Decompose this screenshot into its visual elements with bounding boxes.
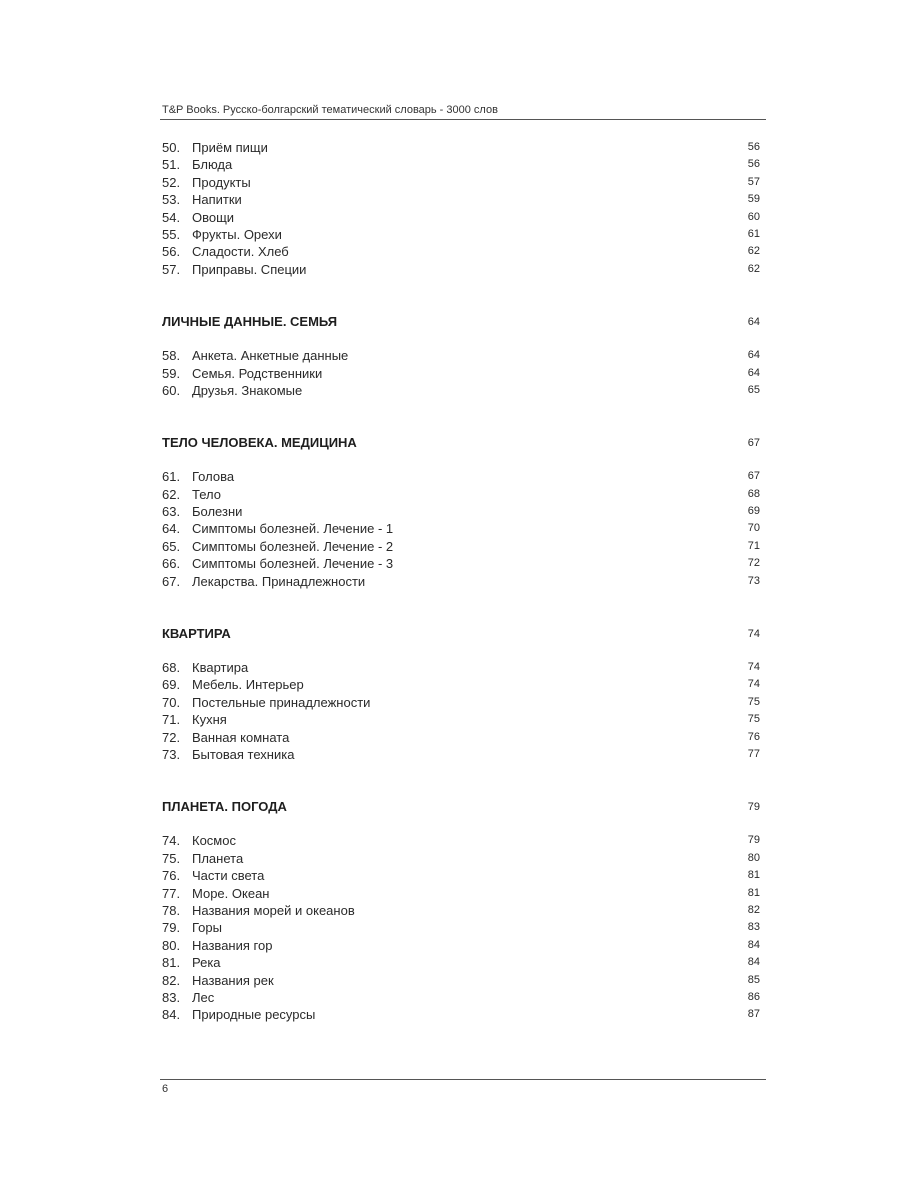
- spacer: [162, 643, 760, 659]
- toc-section-heading: [162, 313, 760, 331]
- toc-entry-title: Квартира: [192, 660, 249, 676]
- toc-entry-number: 67.: [162, 573, 181, 589]
- toc-entry: [162, 694, 760, 711]
- toc-entry-number: 68.: [162, 660, 181, 676]
- spacer: [162, 590, 760, 625]
- toc-entry-title: Друзья. Знакомые: [192, 382, 303, 398]
- toc-entry-number: 82.: [162, 972, 181, 988]
- toc-entry-page: 87: [747, 1008, 760, 1021]
- spacer: [162, 452, 760, 468]
- toc-entry-page: 68: [747, 487, 760, 500]
- toc-entry-page: 60: [747, 210, 760, 223]
- toc-entry-page: 70: [747, 522, 760, 535]
- toc-entry-number: 55.: [162, 226, 181, 242]
- toc-entry-page: 57: [747, 175, 760, 188]
- toc-entry-title: Симптомы болезней. Лечение - 2: [192, 538, 394, 554]
- toc-entry-page: 76: [747, 730, 760, 743]
- toc-entry-title: Мебель. Интерьер: [192, 677, 304, 693]
- toc-entry-page: 64: [747, 349, 760, 362]
- toc-entry-number: 51.: [162, 157, 181, 173]
- toc-entry-number: 50.: [162, 140, 181, 155]
- toc-entry-title: Овощи: [192, 209, 235, 225]
- toc-entry-page: 79: [747, 834, 760, 847]
- toc-section-page: 64: [747, 316, 760, 329]
- toc-entry: [162, 555, 760, 572]
- toc-entry: [162, 885, 760, 902]
- toc-entry-page: 59: [747, 193, 760, 206]
- toc-entry: [162, 174, 760, 191]
- toc-entry-title: Названия морей и океанов: [192, 902, 355, 918]
- toc-section-heading: [162, 625, 760, 643]
- toc-entry-title: Названия рек: [192, 972, 274, 988]
- toc-entry-number: 53.: [162, 192, 181, 208]
- toc-entry-title: Горы: [192, 920, 222, 936]
- toc-entry-title: Кухня: [192, 712, 227, 728]
- toc-entry-number: 66.: [162, 556, 181, 572]
- toc-entry-number: 64.: [162, 521, 181, 537]
- toc-entry-page: 75: [747, 713, 760, 726]
- toc-entry-title: Напитки: [192, 192, 242, 208]
- toc-entry-page: 82: [747, 903, 760, 916]
- toc-entry-title: Фрукты. Орехи: [192, 226, 282, 242]
- page-number: 6: [162, 1083, 169, 1095]
- toc-entry-number: 56.: [162, 244, 181, 260]
- toc-entry: [162, 902, 760, 919]
- toc-entry-number: 79.: [162, 920, 181, 936]
- toc-section-page: 74: [747, 628, 760, 641]
- toc-entry-number: 57.: [162, 261, 181, 277]
- toc-entry: [162, 919, 760, 936]
- toc-entry-title: Сладости. Хлеб: [192, 244, 289, 260]
- toc-entry-title: Река: [192, 955, 221, 971]
- toc-entry-page: 61: [747, 227, 760, 240]
- toc-entry-title: Тело: [192, 486, 221, 502]
- toc-entry-page: 81: [747, 869, 760, 882]
- toc-entry-number: 84.: [162, 1007, 181, 1023]
- toc-entry-page: 81: [747, 886, 760, 899]
- toc-section-page: 67: [747, 437, 760, 450]
- toc-entry: [162, 989, 760, 1006]
- toc-entry-page: 84: [747, 938, 760, 951]
- toc-entry: [162, 156, 760, 173]
- toc-entry: [162, 711, 760, 728]
- spacer: [162, 763, 760, 798]
- spacer: [162, 816, 760, 832]
- toc-entry-title: Бытовая техника: [192, 746, 295, 762]
- toc-section-title: ЛИЧНЫЕ ДАННЫЕ. СЕМЬЯ: [162, 314, 338, 330]
- toc-entry-title: Космос: [192, 833, 236, 849]
- toc-entry: [162, 191, 760, 208]
- toc-entry-number: 77.: [162, 885, 181, 901]
- toc-entry-page: 74: [747, 678, 760, 691]
- toc-entry-number: 61.: [162, 469, 181, 485]
- toc-section-title: ПЛАНЕТА. ПОГОДА: [162, 799, 287, 815]
- toc-entry: [162, 573, 760, 590]
- toc-section-page: 79: [747, 801, 760, 814]
- toc-entry: [162, 1006, 760, 1023]
- toc-entry: [162, 261, 760, 278]
- toc-section-title: КВАРТИРА: [162, 626, 231, 642]
- toc-entry-title: Ванная комната: [192, 729, 290, 745]
- toc-entry-title: Голова: [192, 469, 235, 485]
- toc-entry-title: Симптомы болезней. Лечение - 1: [192, 521, 394, 537]
- toc-section-title: ТЕЛО ЧЕЛОВЕКА. МЕДИЦИНА: [162, 435, 357, 451]
- toc-entry-page: 80: [747, 851, 760, 864]
- toc-entry-number: 69.: [162, 677, 181, 693]
- toc-entry-number: 75.: [162, 850, 181, 866]
- toc-entry-number: 62.: [162, 486, 181, 502]
- toc-entry-number: 81.: [162, 955, 181, 971]
- toc-entry-number: 59.: [162, 365, 181, 381]
- toc-entry-page: 73: [747, 574, 760, 587]
- toc-entry: [162, 365, 760, 382]
- toc-entry-page: 75: [747, 695, 760, 708]
- toc-entry: [162, 954, 760, 971]
- toc-entry: [162, 746, 760, 763]
- footer-rule: [160, 1079, 766, 1080]
- toc-entry: [162, 520, 760, 537]
- toc-entry: [162, 382, 760, 399]
- toc-entry-number: 54.: [162, 209, 181, 225]
- toc-entry-title: Болезни: [192, 504, 243, 520]
- toc-entry-page: 65: [747, 383, 760, 396]
- spacer: [162, 278, 760, 313]
- toc-entry-title: Природные ресурсы: [192, 1007, 316, 1023]
- toc-entry-number: 72.: [162, 729, 181, 745]
- toc-entry-title: Приправы. Специи: [192, 261, 307, 277]
- toc-entry: [162, 867, 760, 884]
- toc-entry: [162, 538, 760, 555]
- toc-entry-number: 71.: [162, 712, 181, 728]
- toc-entry-page: 74: [747, 661, 760, 674]
- toc-entry-page: 86: [747, 990, 760, 1003]
- toc-entry-number: 58.: [162, 348, 181, 364]
- toc-entry-page: 77: [747, 747, 760, 760]
- toc-entry: [162, 659, 760, 676]
- toc-entry-number: 78.: [162, 902, 181, 918]
- table-of-contents: [162, 139, 760, 1024]
- toc-entry: [162, 139, 760, 156]
- toc-entry-number: 73.: [162, 746, 181, 762]
- spacer: [162, 331, 760, 347]
- toc-entry-title: Продукты: [192, 174, 251, 190]
- toc-entry-number: 80.: [162, 937, 181, 953]
- toc-entry-page: 71: [747, 539, 760, 552]
- toc-entry-title: Семья. Родственники: [192, 365, 323, 381]
- toc-entry: [162, 832, 760, 849]
- running-header: T&P Books. Русско-болгарский тематический словарь - 3000 слов: [162, 104, 498, 116]
- toc-entry: [162, 209, 760, 226]
- toc-entry-page: 67: [747, 470, 760, 483]
- toc-entry: [162, 503, 760, 520]
- toc-entry-page: 56: [747, 141, 760, 153]
- toc-entry-page: 56: [747, 158, 760, 171]
- header-rule: [160, 119, 766, 120]
- toc-entry-page: 83: [747, 921, 760, 934]
- toc-entry: [162, 226, 760, 243]
- toc-entry-number: 63.: [162, 504, 181, 520]
- toc-entry-title: Море. Океан: [192, 885, 270, 901]
- toc-entry-page: 72: [747, 557, 760, 570]
- toc-entry-page: 62: [747, 262, 760, 275]
- toc-entry-page: 62: [747, 245, 760, 258]
- toc-entry: [162, 347, 760, 364]
- toc-entry: [162, 486, 760, 503]
- toc-entry-page: 69: [747, 505, 760, 518]
- toc-section-heading: [162, 798, 760, 816]
- toc-entry-title: Названия гор: [192, 937, 273, 953]
- toc-entry-title: Лес: [192, 989, 215, 1005]
- toc-entry-title: Приём пищи: [192, 140, 268, 155]
- toc-entry-title: Постельные принадлежности: [192, 694, 371, 710]
- toc-section-heading: [162, 434, 760, 452]
- toc-entry: [162, 243, 760, 260]
- toc-entry: [162, 729, 760, 746]
- toc-entry: [162, 937, 760, 954]
- toc-entry: [162, 676, 760, 693]
- toc-entry-number: 83.: [162, 989, 181, 1005]
- toc-entry-title: Лекарства. Принадлежности: [192, 573, 366, 589]
- toc-entry-page: 84: [747, 956, 760, 969]
- toc-entry-title: Части света: [192, 868, 265, 884]
- toc-entry-number: 60.: [162, 382, 181, 398]
- toc-entry-number: 52.: [162, 174, 181, 190]
- toc-entry-title: Планета: [192, 850, 244, 866]
- toc-entry-title: Симптомы болезней. Лечение - 3: [192, 556, 394, 572]
- spacer: [162, 399, 760, 434]
- toc-entry-number: 70.: [162, 694, 181, 710]
- toc-entry-title: Блюда: [192, 157, 233, 173]
- toc-entry-number: 65.: [162, 538, 181, 554]
- toc-entry: [162, 972, 760, 989]
- toc-entry-number: 74.: [162, 833, 181, 849]
- toc-entry-number: 76.: [162, 868, 181, 884]
- toc-entry-page: 64: [747, 366, 760, 379]
- toc-entry: [162, 850, 760, 867]
- toc-entry-title: Анкета. Анкетные данные: [192, 348, 349, 364]
- toc-entry-page: 85: [747, 973, 760, 986]
- toc-entry: [162, 468, 760, 485]
